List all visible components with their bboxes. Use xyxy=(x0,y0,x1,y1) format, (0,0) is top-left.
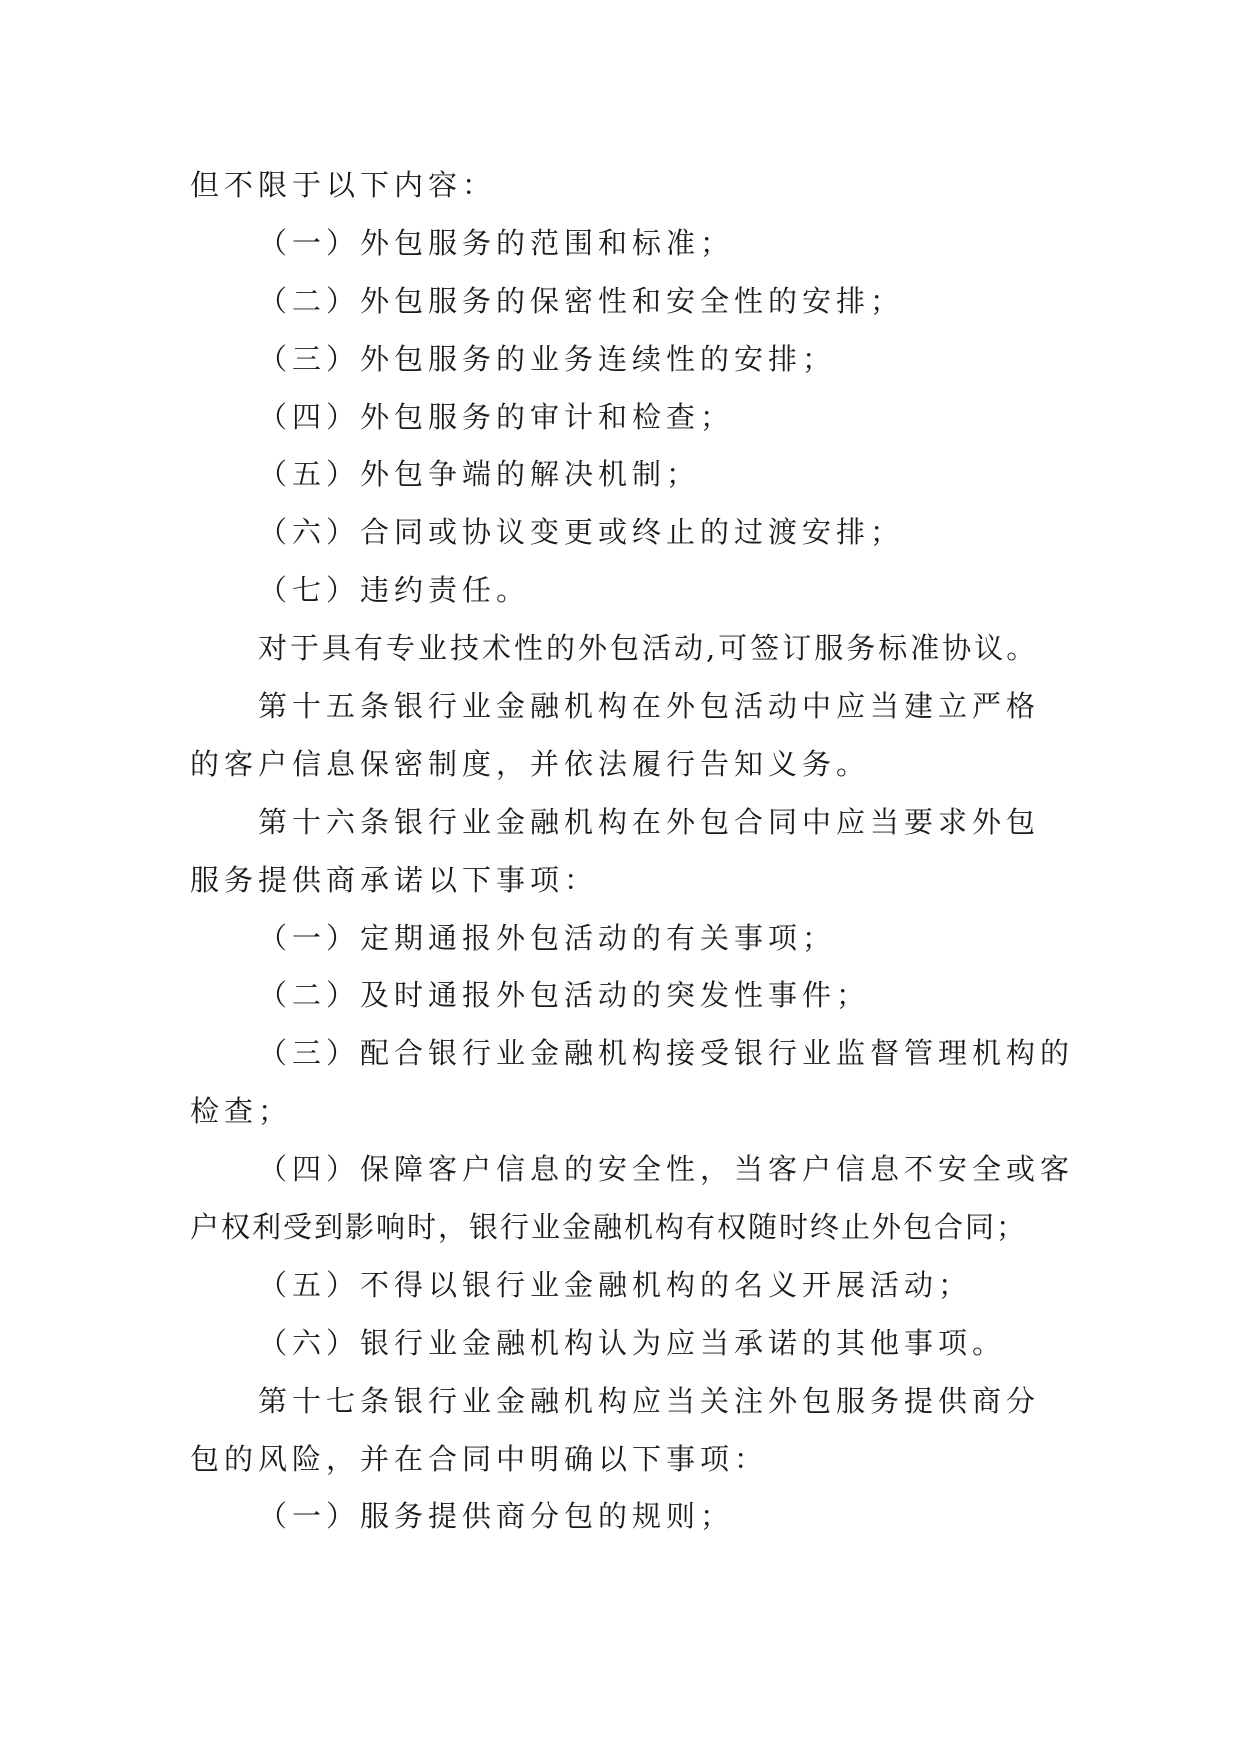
text-line: 的客户信息保密制度，并依法履行告知义务。 xyxy=(190,746,871,781)
text-line: （二）及时通报外包活动的突发性事件； xyxy=(258,978,871,1013)
text-line: 户权利受到影响时，银行业金融机构有权随时终止外包合同； xyxy=(190,1210,1028,1245)
text-line: 对于具有专业技术性的外包活动,可签订服务标准协议。 xyxy=(258,631,1039,666)
text-line: （六）银行业金融机构认为应当承诺的其他事项。 xyxy=(258,1325,1007,1360)
text-line: （七）违约责任。 xyxy=(258,573,531,608)
text-line: （四）外包服务的审计和检查； xyxy=(258,399,735,434)
text-line: （五）外包争端的解决机制； xyxy=(258,457,701,492)
text-line: 第十七条银行业金融机构应当关注外包服务提供商分 xyxy=(258,1383,1041,1418)
text-line: 服务提供商承诺以下事项： xyxy=(190,862,599,897)
text-line: （一）外包服务的范围和标准； xyxy=(258,225,735,260)
text-line: （五）不得以银行业金融机构的名义开展活动； xyxy=(258,1267,973,1302)
text-line: （四）保障客户信息的安全性，当客户信息不安全或客 xyxy=(258,1152,1075,1187)
text-line: （三）配合银行业金融机构接受银行业监督管理机构的 xyxy=(258,1036,1075,1071)
text-line: 第十六条银行业金融机构在外包合同中应当要求外包 xyxy=(258,804,1041,839)
text-line: （三）外包服务的业务连续性的安排； xyxy=(258,341,837,376)
text-line: （六）合同或协议变更或终止的过渡安排； xyxy=(258,515,905,550)
document-body xyxy=(190,157,1075,1546)
text-line: （一）定期通报外包活动的有关事项； xyxy=(258,920,837,955)
text-line: 但不限于以下内容： xyxy=(190,168,497,202)
text-line: 第十五条银行业金融机构在外包活动中应当建立严格 xyxy=(258,689,1041,724)
text-line: 检查； xyxy=(190,1094,293,1129)
text-line: （一）服务提供商分包的规则； xyxy=(258,1499,735,1534)
text-line: 包的风险，并在合同中明确以下事项： xyxy=(190,1441,769,1476)
text-line: （二）外包服务的保密性和安全性的安排； xyxy=(258,283,905,318)
